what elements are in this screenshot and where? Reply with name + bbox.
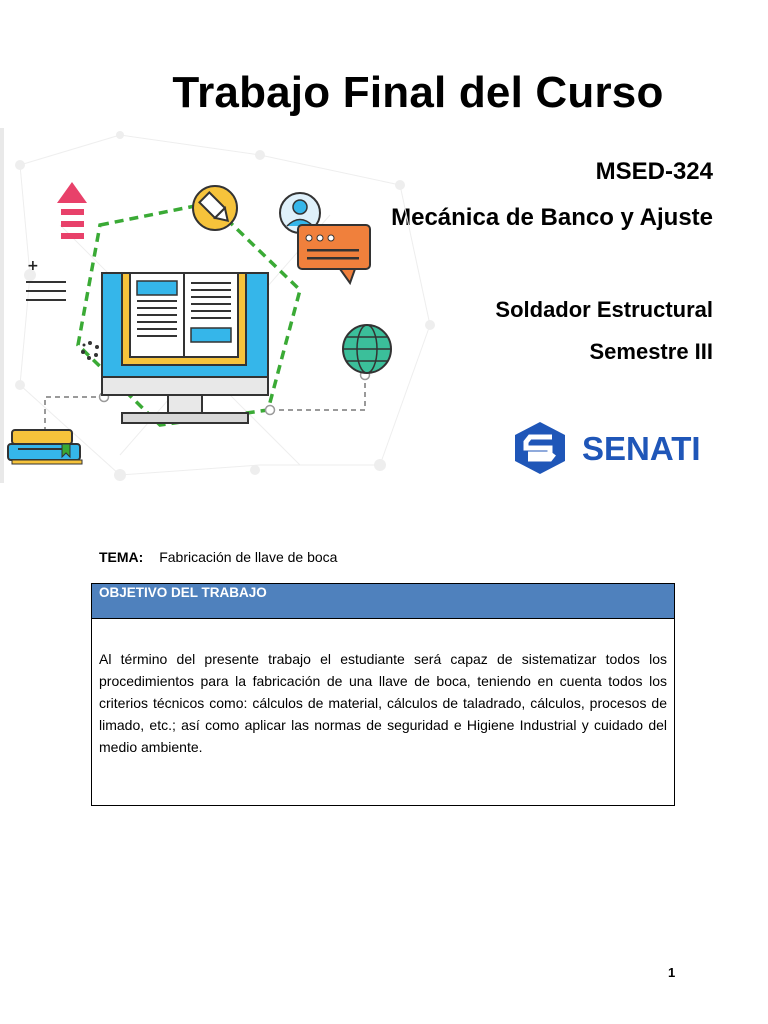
svg-text:+: +: [27, 258, 39, 274]
logo-text: SENATI: [582, 430, 701, 467]
pencil-icon: [193, 186, 237, 230]
arrow-up-icon: [57, 182, 87, 239]
tema-label: TEMA:: [99, 549, 144, 565]
book-icon: [122, 273, 246, 365]
course-code: MSED-324: [595, 158, 713, 185]
semester-label: Semestre III: [589, 339, 713, 364]
objective-text: Al término del presente trabajo el estudiante será capaz de sistematizar todos los procedimientos para la fabricación de una llave de boca, teniendo en cuenta todos los criterios técnicos como: cálculos de material, cálculos de taladrado, cálculos, procesos de limado, etc.; así como aplicar las normas de seguridad e Higiene Industrial y cuidado del medio ambiente.: [99, 651, 667, 755]
program-name: Soldador Estructural: [495, 297, 713, 322]
loader-icon: [81, 341, 99, 360]
connector-left: [45, 397, 105, 430]
chat-icon: [298, 225, 370, 283]
document-title: Trabajo Final del Curso: [172, 68, 664, 117]
tema-value: Fabricación de llave de boca: [159, 549, 338, 565]
objective-header: OBJETIVO DEL TRABAJO: [92, 584, 674, 619]
senati-logo: [512, 421, 712, 475]
education-illustration: [0, 125, 440, 490]
globe-icon: [343, 325, 391, 373]
tema-line: [99, 549, 337, 565]
objective-table: [91, 583, 675, 806]
course-name: Mecánica de Banco y Ajuste: [391, 204, 713, 231]
connector-right: [270, 375, 365, 410]
page-number: 1: [668, 965, 676, 980]
books-icon: [8, 430, 82, 464]
